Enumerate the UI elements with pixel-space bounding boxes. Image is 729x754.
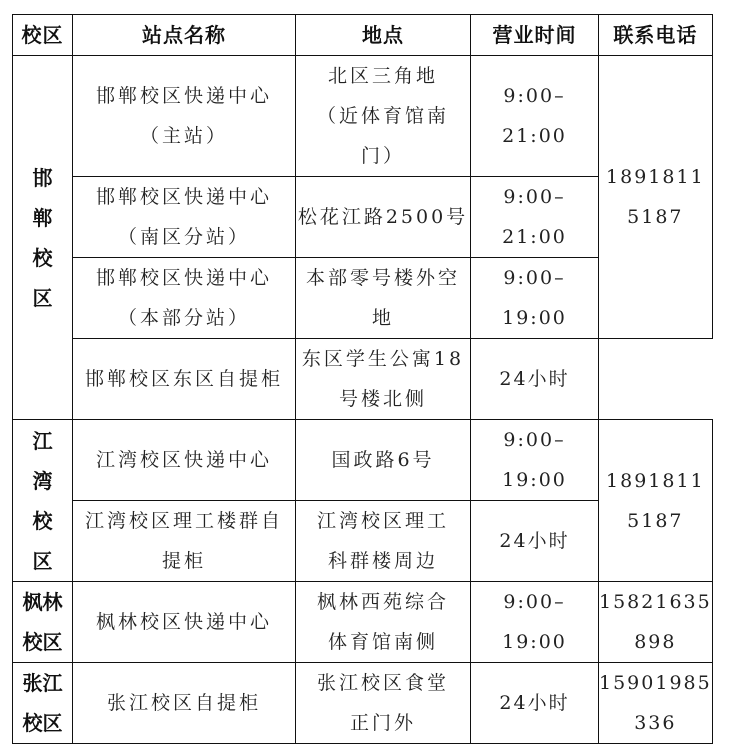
header-station-name: 站点名称 xyxy=(73,15,296,56)
header-hours: 营业时间 xyxy=(471,15,599,56)
phone: 1891811 5187 xyxy=(599,420,713,582)
campus-cell: 邯 郸 校 区 xyxy=(13,56,73,420)
station-name: 邯郸校区快递中心 （本部分站） xyxy=(73,258,296,339)
campus-cell: 张江 校区 xyxy=(13,663,73,744)
campus-cell: 枫林 校区 xyxy=(13,582,73,663)
hours: 24小时 xyxy=(471,339,599,420)
table-row xyxy=(13,420,713,501)
location: 本部零号楼外空 地 xyxy=(296,258,471,339)
station-name: 江湾校区理工楼群自 提柜 xyxy=(73,501,296,582)
table-row xyxy=(13,582,713,663)
location: 张江校区食堂 正门外 xyxy=(296,663,471,744)
header-campus: 校区 xyxy=(13,15,73,56)
header-phone: 联系电话 xyxy=(599,15,713,56)
table-row xyxy=(13,339,713,420)
station-name: 邯郸校区快递中心 （南区分站） xyxy=(73,177,296,258)
hours: 9:00– 19:00 xyxy=(471,420,599,501)
hours: 9:00– 19:00 xyxy=(471,582,599,663)
hours: 24小时 xyxy=(471,663,599,744)
location: 东区学生公寓18 号楼北侧 xyxy=(296,339,471,420)
phone: 1891811 5187 xyxy=(599,56,713,339)
station-name: 邯郸校区快递中心 （主站） xyxy=(73,56,296,177)
hours: 24小时 xyxy=(471,501,599,582)
location: 松花江路2500号 xyxy=(296,177,471,258)
phone: 15821635 898 xyxy=(599,582,713,663)
table-row xyxy=(13,663,713,744)
hours: 9:00– 19:00 xyxy=(471,258,599,339)
header-location: 地点 xyxy=(296,15,471,56)
station-name: 张江校区自提柜 xyxy=(73,663,296,744)
location: 国政路6号 xyxy=(296,420,471,501)
campus-cell: 江 湾 校 区 xyxy=(13,420,73,582)
location: 枫林西苑综合 体育馆南侧 xyxy=(296,582,471,663)
table-row xyxy=(13,56,713,177)
station-name: 邯郸校区东区自提柜 xyxy=(73,339,296,420)
hours: 9:00– 21:00 xyxy=(471,177,599,258)
header-row xyxy=(13,15,713,56)
station-name: 枫林校区快递中心 xyxy=(73,582,296,663)
hours: 9:00– 21:00 xyxy=(471,56,599,177)
location: 江湾校区理工 科群楼周边 xyxy=(296,501,471,582)
location: 北区三角地 （近体育馆南 门） xyxy=(296,56,471,177)
station-name: 江湾校区快递中心 xyxy=(73,420,296,501)
express-station-table xyxy=(12,14,713,744)
phone: 15901985 336 xyxy=(599,663,713,744)
